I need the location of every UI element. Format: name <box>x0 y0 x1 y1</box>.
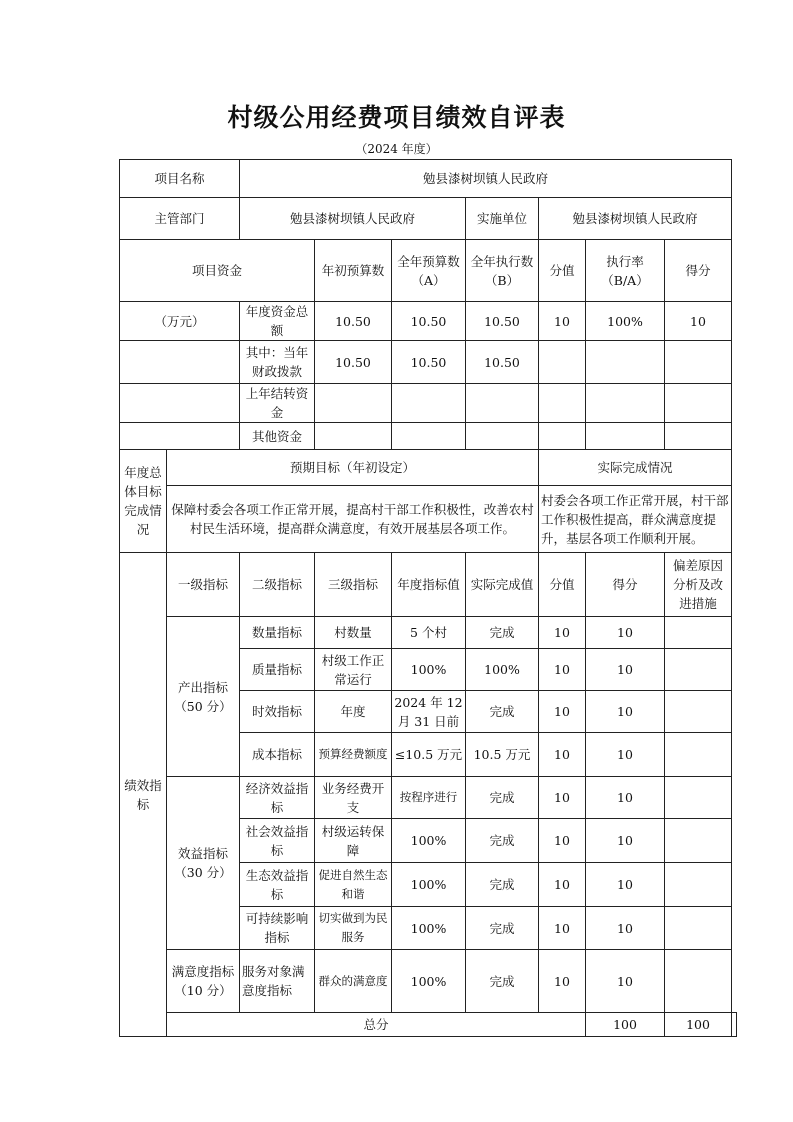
project-name-label: 项目名称 <box>120 160 240 198</box>
perf-l3: 年度 <box>315 691 392 733</box>
perf-l2: 时效指标 <box>240 691 315 733</box>
perf-target: 100% <box>392 950 466 1013</box>
perf-target: 100% <box>392 649 466 691</box>
perf-header-actual: 实际完成值 <box>466 553 539 617</box>
goals-expected-header: 预期目标（年初设定） <box>167 450 539 486</box>
perf-score: 10 <box>586 777 665 819</box>
perf-header-score-value: 分值 <box>539 553 586 617</box>
funds-header-full-year: 全年预算数（A） <box>392 240 466 302</box>
funds-empty-cell <box>120 423 240 450</box>
perf-score: 10 <box>586 691 665 733</box>
funds-row-rate <box>586 423 665 450</box>
funds-empty-cell <box>120 384 240 423</box>
perf-deviation <box>665 863 732 907</box>
perf-l3: 村级运转保障 <box>315 819 392 863</box>
perf-deviation <box>665 691 732 733</box>
perf-score: 10 <box>586 733 665 777</box>
perf-actual: 完成 <box>466 691 539 733</box>
page-title: 村级公用经费项目绩效自评表 <box>227 103 566 132</box>
perf-l2: 生态效益指标 <box>240 863 315 907</box>
funds-row-name: 其他资金 <box>240 423 315 450</box>
funds-row-full-year: 10.50 <box>392 341 466 384</box>
perf-actual: 10.5 万元 <box>466 733 539 777</box>
funds-header-score-value: 分值 <box>539 240 586 302</box>
perf-score-value: 10 <box>539 733 586 777</box>
perf-l2: 质量指标 <box>240 649 315 691</box>
perf-score: 10 <box>586 819 665 863</box>
funds-label: 项目资金 <box>120 240 315 302</box>
perf-l2: 数量指标 <box>240 617 315 649</box>
perf-l2: 社会效益指标 <box>240 819 315 863</box>
perf-target: 5 个村 <box>392 617 466 649</box>
funds-row-rate <box>586 341 665 384</box>
perf-label: 绩效指标 <box>120 553 167 1037</box>
perf-l3: 业务经费开支 <box>315 777 392 819</box>
funds-row-initial: 10.50 <box>315 302 392 341</box>
perf-deviation <box>665 819 732 863</box>
dept-value: 勉县漆树坝镇人民政府 <box>240 198 466 240</box>
goals-actual-text: 村委会各项工作正常开展，村干部工作积极性提高，群众满意度提升，基层各项工作顺利开展。 <box>539 486 732 553</box>
funds-unit: （万元） <box>120 302 240 341</box>
perf-l3: 预算经费额度 <box>315 733 392 777</box>
perf-group-name: 满意度指标（10 分） <box>167 950 240 1013</box>
perf-header-score: 得分 <box>586 553 665 617</box>
performance-table <box>119 159 737 1037</box>
funds-row-executed <box>466 423 539 450</box>
funds-header-executed: 全年执行数（B） <box>466 240 539 302</box>
perf-deviation <box>665 950 732 1013</box>
perf-deviation <box>665 907 732 950</box>
perf-header-l1: 一级指标 <box>167 553 240 617</box>
perf-target: 100% <box>392 907 466 950</box>
funds-row-full-year <box>392 384 466 423</box>
funds-header-rate: 执行率（B/A） <box>586 240 665 302</box>
perf-target: ≤10.5 万元 <box>392 733 466 777</box>
perf-l3: 村级工作正常运行 <box>315 649 392 691</box>
perf-actual: 完成 <box>466 907 539 950</box>
perf-deviation <box>665 733 732 777</box>
perf-l2: 可持续影响指标 <box>240 907 315 950</box>
perf-l2: 经济效益指标 <box>240 777 315 819</box>
funds-row-score-value <box>539 384 586 423</box>
total-score: 100 <box>665 1013 732 1037</box>
funds-row-score: 10 <box>665 302 732 341</box>
funds-row-score-value <box>539 341 586 384</box>
perf-score-value: 10 <box>539 691 586 733</box>
impl-label: 实施单位 <box>466 198 539 240</box>
funds-row-score <box>665 384 732 423</box>
perf-score-value: 10 <box>539 649 586 691</box>
perf-score: 10 <box>586 907 665 950</box>
perf-score-value: 10 <box>539 950 586 1013</box>
perf-score-value: 10 <box>539 819 586 863</box>
total-label: 总分 <box>167 1013 586 1037</box>
funds-row-initial <box>315 384 392 423</box>
perf-target: 100% <box>392 863 466 907</box>
funds-row-executed <box>466 384 539 423</box>
goals-label: 年度总体目标完成情况 <box>120 450 167 553</box>
perf-l3: 促进自然生态和谐 <box>315 863 392 907</box>
funds-row-executed: 10.50 <box>466 302 539 341</box>
perf-l3: 切实做到为民服务 <box>315 907 392 950</box>
perf-target: 100% <box>392 819 466 863</box>
perf-group-name: 效益指标（30 分） <box>167 777 240 950</box>
perf-actual: 完成 <box>466 950 539 1013</box>
perf-actual: 完成 <box>466 819 539 863</box>
perf-actual: 完成 <box>466 777 539 819</box>
funds-row-rate <box>586 384 665 423</box>
funds-row-executed: 10.50 <box>466 341 539 384</box>
perf-l2: 服务对象满意度指标 <box>240 950 315 1013</box>
perf-actual: 完成 <box>466 863 539 907</box>
perf-deviation <box>665 777 732 819</box>
perf-target: 2024 年 12 月 31 日前 <box>392 691 466 733</box>
perf-header-l2: 二级指标 <box>240 553 315 617</box>
impl-value: 勉县漆树坝镇人民政府 <box>539 198 732 240</box>
report-year: （2024 年度） <box>355 142 438 156</box>
perf-header-deviation: 偏差原因分析及改进措施 <box>665 553 732 617</box>
funds-row-name: 上年结转资金 <box>240 384 315 423</box>
dept-label: 主管部门 <box>120 198 240 240</box>
perf-score: 10 <box>586 649 665 691</box>
goals-actual-header: 实际完成情况 <box>539 450 732 486</box>
perf-actual: 100% <box>466 649 539 691</box>
perf-score-value: 10 <box>539 777 586 819</box>
perf-group-name: 产出指标（50 分） <box>167 617 240 777</box>
funds-row-full-year <box>392 423 466 450</box>
total-deviation <box>732 1013 737 1037</box>
funds-row-rate: 100% <box>586 302 665 341</box>
funds-empty-cell <box>120 341 240 384</box>
perf-actual: 完成 <box>466 617 539 649</box>
perf-deviation <box>665 649 732 691</box>
perf-score: 10 <box>586 950 665 1013</box>
perf-header-target: 年度指标值 <box>392 553 466 617</box>
funds-row-initial <box>315 423 392 450</box>
perf-score-value: 10 <box>539 617 586 649</box>
funds-row-initial: 10.50 <box>315 341 392 384</box>
perf-score-value: 10 <box>539 863 586 907</box>
perf-header-l3: 三级指标 <box>315 553 392 617</box>
perf-deviation <box>665 617 732 649</box>
perf-score-value: 10 <box>539 907 586 950</box>
funds-header-initial: 年初预算数 <box>315 240 392 302</box>
funds-row-name: 其中：当年财政拨款 <box>240 341 315 384</box>
project-name-value: 勉县漆树坝镇人民政府 <box>240 160 732 198</box>
perf-l3: 群众的满意度 <box>315 950 392 1013</box>
funds-row-score-value: 10 <box>539 302 586 341</box>
perf-l3: 村数量 <box>315 617 392 649</box>
perf-score: 10 <box>586 863 665 907</box>
perf-score: 10 <box>586 617 665 649</box>
goals-expected-text: 保障村委会各项工作正常开展，提高村干部工作积极性，改善农村村民生活环境，提高群众满意度，有效开展基层各项工作。 <box>167 486 539 553</box>
perf-target: 按程序进行 <box>392 777 466 819</box>
funds-header-score: 得分 <box>665 240 732 302</box>
funds-row-score-value <box>539 423 586 450</box>
perf-l2: 成本指标 <box>240 733 315 777</box>
funds-row-full-year: 10.50 <box>392 302 466 341</box>
funds-row-score <box>665 341 732 384</box>
total-score-value: 100 <box>586 1013 665 1037</box>
funds-row-name: 年度资金总额 <box>240 302 315 341</box>
funds-row-score <box>665 423 732 450</box>
